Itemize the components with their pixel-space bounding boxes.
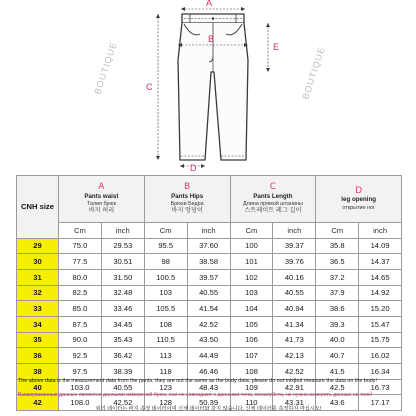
measurement-cell: 41.54 <box>187 301 230 317</box>
measurement-cell: 31.50 <box>101 269 144 285</box>
table-row <box>17 238 402 254</box>
measurement-cell: 40.55 <box>273 285 316 301</box>
measurement-cell: 39.37 <box>273 238 316 254</box>
measurement-cell: 102 <box>230 269 273 285</box>
table-header-row <box>17 176 402 223</box>
measurement-cell: 35.8 <box>316 238 359 254</box>
measurement-cell: 85.0 <box>59 301 102 317</box>
measurement-cell: 82.5 <box>59 285 102 301</box>
measurement-cell: 113 <box>144 348 187 364</box>
size-cell: 36 <box>17 348 59 364</box>
measurement-cell: 40.55 <box>187 285 230 301</box>
size-cell: 35 <box>17 332 59 348</box>
measurement-cell: 110 <box>230 395 273 411</box>
size-column-header: CNH size <box>17 176 59 239</box>
measurement-cell: 50.39 <box>187 395 230 411</box>
measurement-cell: 30.51 <box>101 254 144 270</box>
header-title: leg opening <box>341 196 377 204</box>
table-row <box>17 348 402 364</box>
unit-cell: inch <box>273 223 316 239</box>
measurement-cell: 41.5 <box>316 364 359 380</box>
header-title: Pants Length <box>253 192 293 200</box>
measurement-cell: 42.52 <box>273 364 316 380</box>
measurement-cell: 38.39 <box>101 364 144 380</box>
dimension-label-d: D <box>190 163 197 172</box>
measurement-cell: 75.0 <box>59 238 102 254</box>
unit-cell: Cm <box>144 223 187 239</box>
measurement-cell: 35.43 <box>101 332 144 348</box>
measurement-cell: 80.0 <box>59 269 102 285</box>
measurement-cell: 108.0 <box>59 395 102 411</box>
units-row <box>17 223 402 239</box>
unit-cell: inch <box>101 223 144 239</box>
note-english: The above data is the measurement data from the pants, they are not the same as the body data, please do not mixjbul measure the data on the body! <box>18 378 377 384</box>
measurement-cell: 90.0 <box>59 332 102 348</box>
header-title: Pants waist <box>84 192 119 200</box>
measurement-cell: 16.02 <box>359 348 402 364</box>
measurement-cell: 34.45 <box>101 316 144 332</box>
measurement-cell: 104 <box>230 301 273 317</box>
dimension-label-e: E <box>273 42 280 52</box>
measurement-cell: 37.9 <box>316 285 359 301</box>
measurement-cell: 42.52 <box>187 316 230 332</box>
table-row <box>17 301 402 317</box>
measurement-cell: 95.5 <box>144 238 187 254</box>
unit-cell: inch <box>187 223 230 239</box>
measurement-cell: 14.92 <box>359 285 402 301</box>
watermark-right: BOUTIQUE <box>300 45 327 101</box>
measurement-cell: 29.53 <box>101 238 144 254</box>
measurement-cell: 32.48 <box>101 285 144 301</box>
table-row <box>17 269 402 285</box>
size-cell: 30 <box>17 254 59 270</box>
measurement-cell: 97.5 <box>59 364 102 380</box>
unit-cell: Cm <box>316 223 359 239</box>
measurement-cell: 42.52 <box>101 395 144 411</box>
measurement-cell: 40.7 <box>316 348 359 364</box>
measurement-cell: 14.09 <box>359 238 402 254</box>
measurement-cell: 110.5 <box>144 332 187 348</box>
measurement-cell: 128 <box>144 395 187 411</box>
measurement-cell: 40.0 <box>316 332 359 348</box>
header-letter: B <box>184 182 191 193</box>
measurement-cell: 100.5 <box>144 269 187 285</box>
measurement-cell: 118 <box>144 364 187 380</box>
header-title-ko: 바지 허리 <box>88 207 115 215</box>
measurement-cell: 36.5 <box>316 254 359 270</box>
measurement-cell: 103.0 <box>59 379 102 395</box>
measurement-cell: 100 <box>230 238 273 254</box>
measurement-cell: 15.75 <box>359 332 402 348</box>
measurement-cell: 40.55 <box>101 379 144 395</box>
header-letter: C <box>269 182 277 193</box>
measurement-cell: 109 <box>230 379 273 395</box>
unit-cell: Cm <box>59 223 102 239</box>
measurement-cell: 42.5 <box>316 379 359 395</box>
dimension-label-b: B <box>208 34 215 44</box>
measurement-cell: 103 <box>230 285 273 301</box>
measurement-cell: 41.73 <box>273 332 316 348</box>
header-title-ru: Брюки Бедра <box>170 201 204 208</box>
header-pants-waist <box>59 176 145 223</box>
measurement-cell: 92.5 <box>59 348 102 364</box>
table-row <box>17 316 402 332</box>
measurement-cell: 42.91 <box>273 379 316 395</box>
size-cell: 42 <box>17 395 59 411</box>
size-cell: 31 <box>17 269 59 285</box>
dimension-label-c: C <box>146 82 153 92</box>
measurement-cell: 107 <box>230 348 273 364</box>
measurement-cell: 15.20 <box>359 301 402 317</box>
header-title-ko: 바지 엉덩이 <box>171 207 203 215</box>
measurement-cell: 44.49 <box>187 348 230 364</box>
measurement-cell: 123 <box>144 379 187 395</box>
measurement-cell: 33.46 <box>101 301 144 317</box>
measurement-cell: 106 <box>230 332 273 348</box>
measurement-cell: 39.3 <box>316 316 359 332</box>
measurement-cell: 87.5 <box>59 316 102 332</box>
size-cell: 40 <box>17 379 59 395</box>
measurement-cell: 37.60 <box>187 238 230 254</box>
watermark-left: BOUTIQUE <box>92 40 119 96</box>
size-chart-table <box>16 175 402 411</box>
header-title-ru: Длина прямой штанины <box>242 201 303 208</box>
measurement-cell: 43.6 <box>316 395 359 411</box>
size-cell: 33 <box>17 301 59 317</box>
measurement-cell: 108 <box>144 316 187 332</box>
measurement-cell: 40.16 <box>273 269 316 285</box>
measurement-cell: 98 <box>144 254 187 270</box>
measurement-cell: 40.94 <box>273 301 316 317</box>
measurement-cell: 48.43 <box>187 379 230 395</box>
header-title-ru: открытие ног <box>342 204 375 211</box>
table-row <box>17 254 402 270</box>
measurement-cell: 39.57 <box>187 269 230 285</box>
header-letter: D <box>355 185 363 196</box>
measurement-cell: 41.34 <box>273 316 316 332</box>
note-korean: 위의 데이터는 바지 측정 데이터이며 신체 데이터와 같지 않습니다. 신체 데이터를 측정하지 마십시오! <box>95 406 322 412</box>
measurement-cell: 105.5 <box>144 301 187 317</box>
unit-cell: inch <box>359 223 402 239</box>
measurement-cell: 38.6 <box>316 301 359 317</box>
measurement-cell: 77.5 <box>59 254 102 270</box>
note-russian: Вышеуказанные данные являются данными измерений брюк, они не совпадают с данными тела, пожалуйста, не нужно измерять данные на теле! <box>18 392 373 398</box>
header-leg-opening <box>316 176 402 223</box>
pants-diagram <box>0 0 416 172</box>
measurement-cell: 17.17 <box>359 395 402 411</box>
measurement-cell: 39.76 <box>273 254 316 270</box>
measurement-cell: 43.31 <box>273 395 316 411</box>
header-title-ko: 스트레이트 레그 길이 <box>244 207 302 215</box>
size-cell: 38 <box>17 364 59 380</box>
measurement-cell: 105 <box>230 316 273 332</box>
unit-cell: Cm <box>230 223 273 239</box>
measurement-cell: 101 <box>230 254 273 270</box>
header-letter: A <box>98 182 105 193</box>
dimension-label-a: A <box>206 0 213 8</box>
header-title: Pants Hips <box>171 192 204 200</box>
measurement-cell: 37.2 <box>316 269 359 285</box>
measurement-cell: 16.34 <box>359 364 402 380</box>
measurement-cell: 108 <box>230 364 273 380</box>
measurement-cell: 103 <box>144 285 187 301</box>
table-row <box>17 364 402 380</box>
size-cell: 34 <box>17 316 59 332</box>
header-pants-length <box>230 176 316 223</box>
size-cell: 32 <box>17 285 59 301</box>
measurement-cell: 14.37 <box>359 254 402 270</box>
header-pants-hips <box>144 176 230 223</box>
measurement-cell: 38.58 <box>187 254 230 270</box>
measurement-cell: 36.42 <box>101 348 144 364</box>
table-row <box>17 332 402 348</box>
measurement-cell: 15.47 <box>359 316 402 332</box>
measurement-cell: 42.13 <box>273 348 316 364</box>
size-cell: 29 <box>17 238 59 254</box>
header-title-ru: Талия брюк <box>86 201 116 208</box>
measurement-cell: 46.46 <box>187 364 230 380</box>
measurement-cell: 16.73 <box>359 379 402 395</box>
table-row <box>17 285 402 301</box>
measurement-cell: 43.50 <box>187 332 230 348</box>
measurement-cell: 14.65 <box>359 269 402 285</box>
